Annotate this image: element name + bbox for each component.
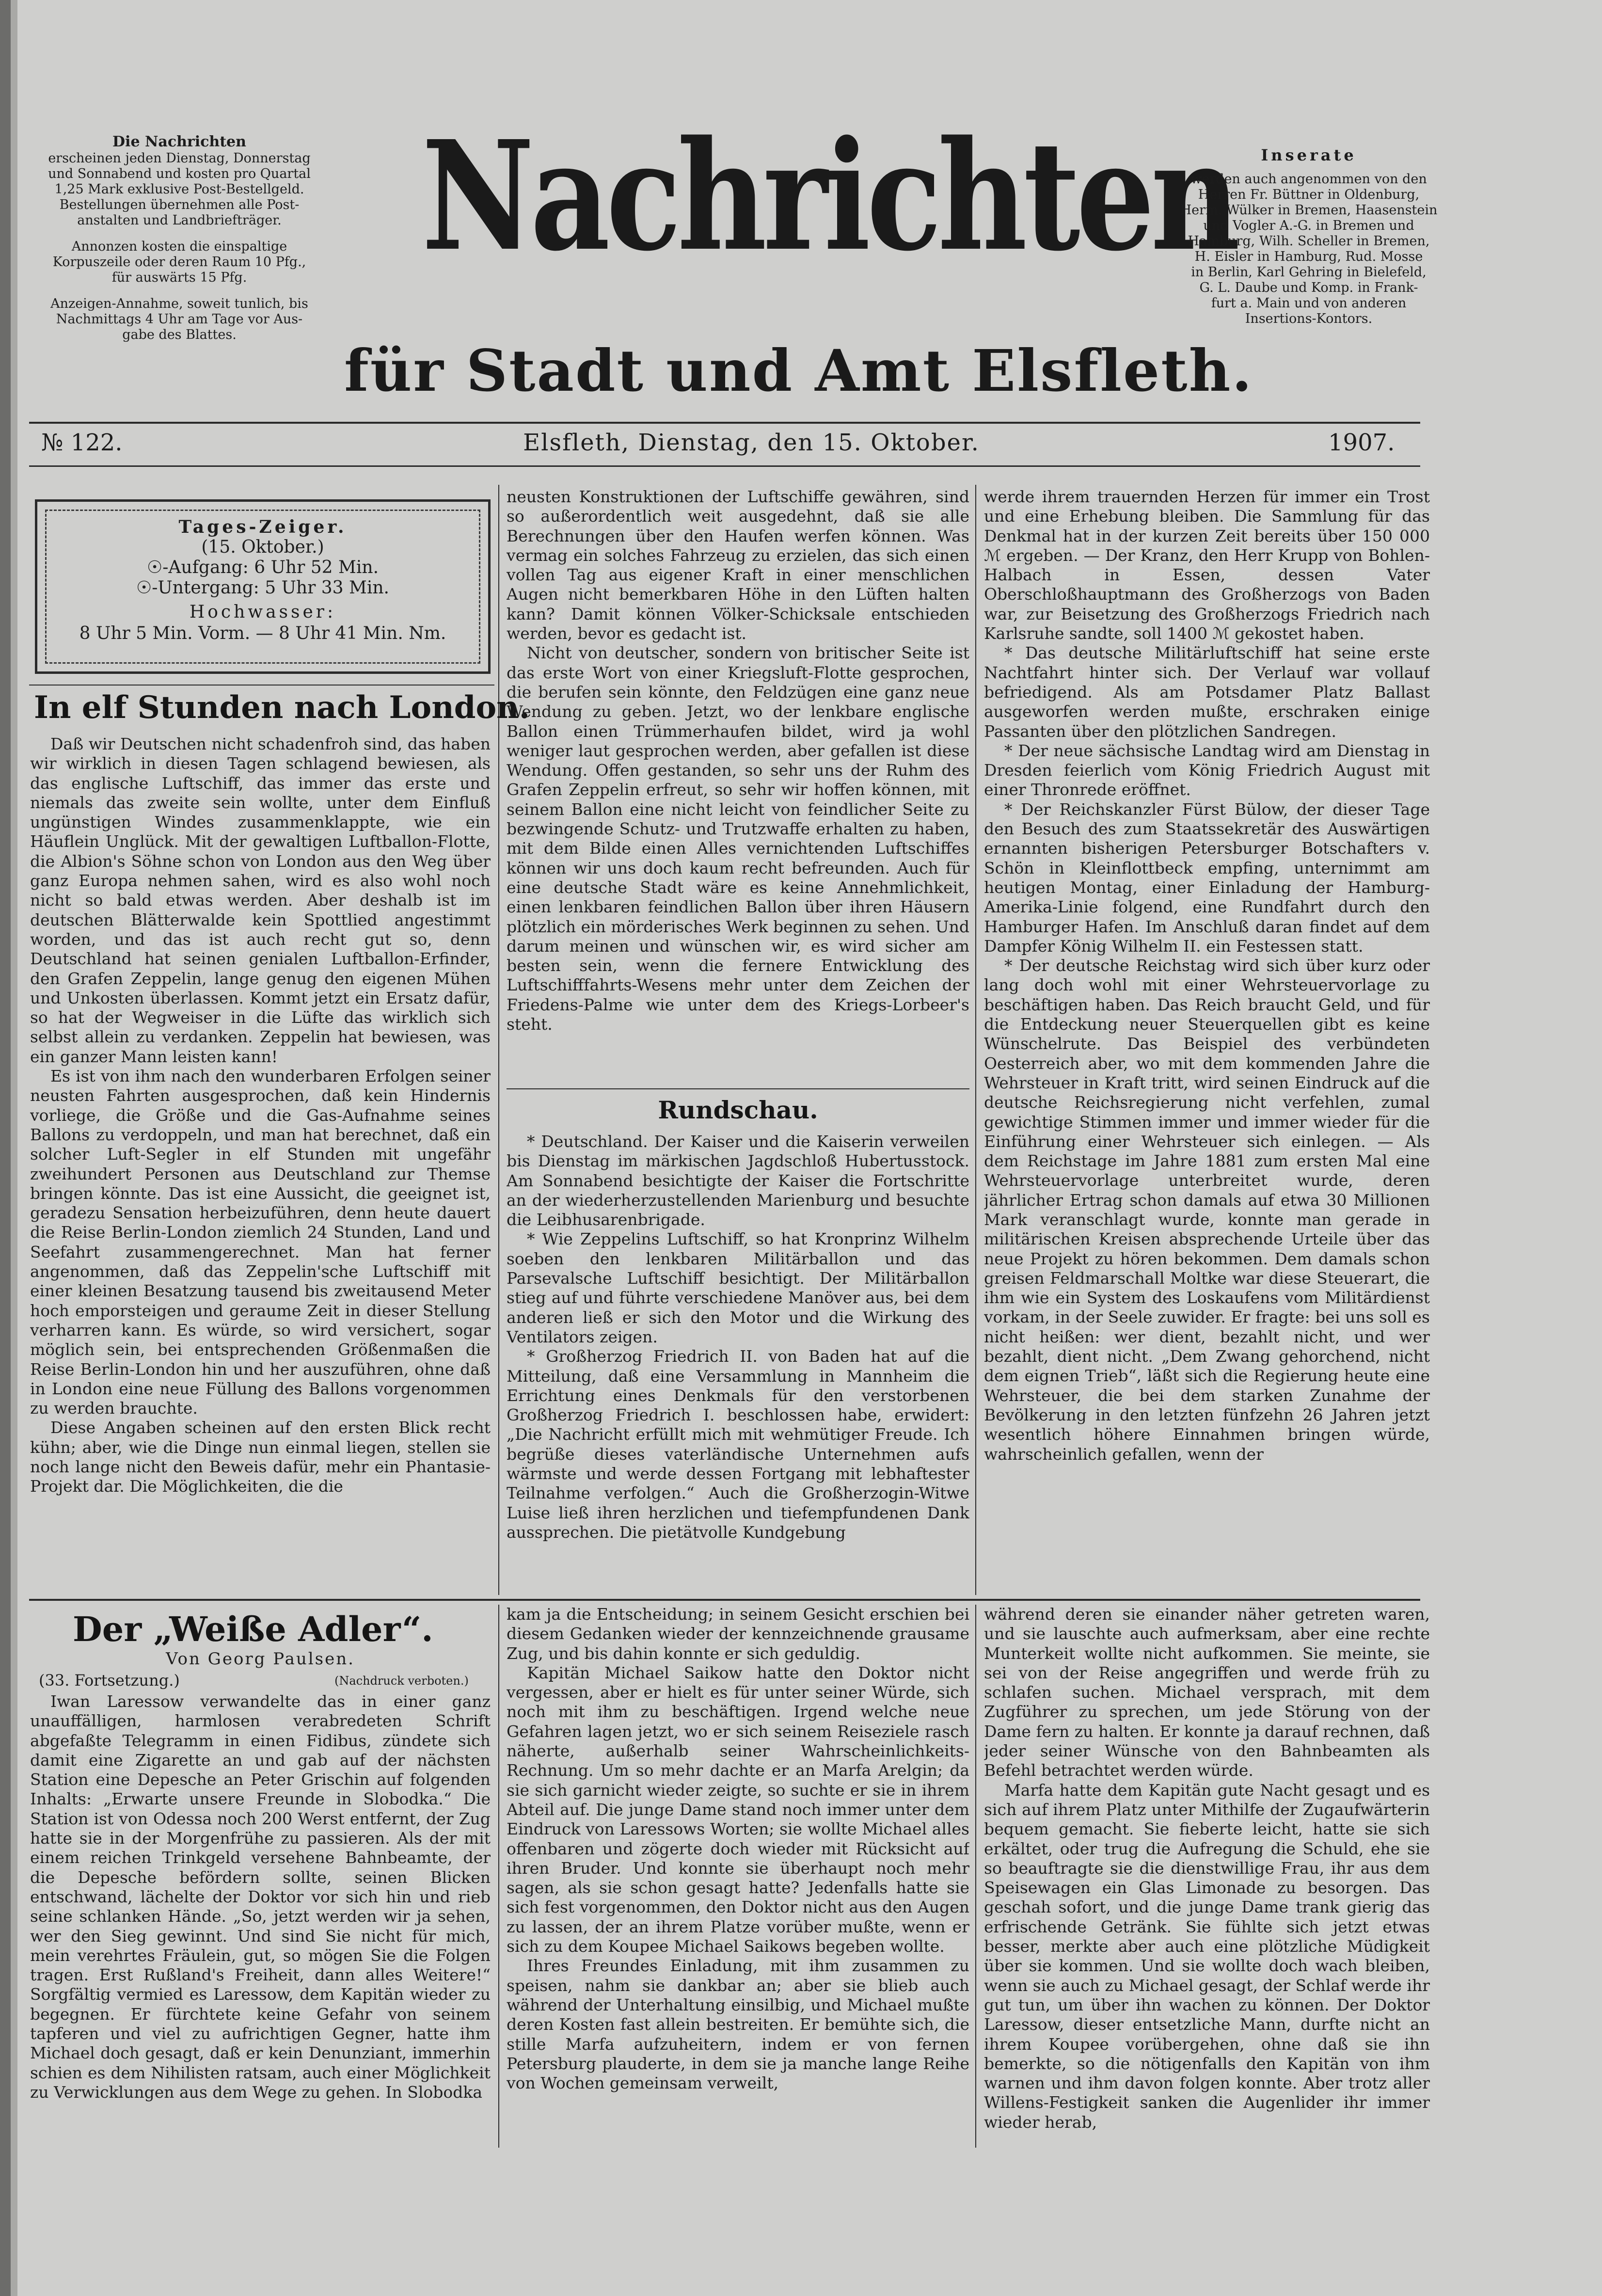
column-rule [975, 1605, 976, 2148]
page-binding-edge [0, 0, 11, 2296]
article-paragraph: neusten Konstruktionen der Luftschiffe gewähren, sind so außerordentlich weit ausgedehnt, daß sie alle Berechnungen über den Haufen werfen können. Was vermag ein solches Fahrzeug zu erzielen, das sich einen vollen Tag aus eigener Kraft in einer menschlichen Augen nicht bemerkbaren Höhe in den Lüften halten kann? Damit können Völker-Schicksale entschieden werden, bevor es gedacht ist. [507, 487, 969, 643]
annonzen-line: Korpuszeile oder deren Raum 10 Pfg., [52, 255, 306, 270]
story-paragraph: kam ja die Entscheidung; in seinem Gesicht erschien bei diesem Gedanken wieder der kennzeichnende grausame Zug, und bis dahin konnte er sich geduldig. [507, 1605, 969, 1663]
subscription-line: erscheinen jeden Dienstag, Donnerstag [48, 151, 311, 166]
article-paragraph: Diese Angaben scheinen auf den ersten Blick recht kühn; aber, wie die Dinge nun einmal liegen, stellen sie noch lange nicht den Beweis dafür, mehr ein Phantasie-Projekt dar. Die Möglichkeiten, die die [30, 1418, 491, 1496]
inserate-line: und Vogler A.-G. in Bremen und [1203, 218, 1414, 233]
story-paragraph: während deren sie einander näher getreten waren, und sie lauschte auch aufmerksam, aber eine rechte Munterkeit wollte nicht aufkommen. Sie meinte, sie sei von der Reise angegriffen und werde früh zu schlafen suchen. Michael versprach, mit dem Zugführer zu sprechen, um jede Störung von der Dame fern zu halten. Er konnte ja darauf rechnen, daß jeder seiner Wünsche von den Bahnbeamten als Befehl betrachtet werden würde. [984, 1605, 1430, 1780]
inserate-line: furt a. Main und von anderen [1211, 296, 1407, 311]
annonzen-line: für auswärts 15 Pfg. [111, 270, 247, 285]
article-paragraph: Es ist von ihm nach den wunderbaren Erfolgen seiner neusten Fahrten ausgesprochen, daß kein Hindernis vorliege, die Größe und die Gas-Aufnahme seines Ballons zu verdoppeln, und man hat berechnet, daß ein solcher Luft-Segler in elf Stunden mit ungefähr zweihundert Personen aus Deutschland zur Themse bringen könnte. Das ist eine Aussicht, die geeignet ist, geradezu Sensation herbeizuführen, denn heute dauert die Reise Berlin-London ziemlich 24 Stunden, Land und Seefahrt zusammengerechnet. Man hat ferner angenommen, daß das Zeppelin'sche Luftschiff mit einer kleinen Besatzung tausend bis zweitausend Meter hoch emporsteigen und geraume Zeit in dieser Stellung verharren kann. Es würde, so wird versichert, sogar möglich sein, bei entsprechenden Größenmaßen die Reise Berlin-London hin und her auszuführen, ohne daß in London eine neue Füllung des Ballons vorgenommen zu werden brauchte. [30, 1067, 491, 1418]
news-item: * Der Reichskanzler Fürst Bülow, der dieser Tage den Besuch des zum Staatssekretär des Auswärtigen ernannten bisherigen Petersburger Botschafters v. Schön in Kleinflottbeck empfing, unternimmt am heutigen Montag, einer Einladung der Hamburg-Amerika-Linie folgend, eine Rundfahrt durch den Hamburger Hafen. Im Anschluß daran findet auf dem Dampfer König Wilhelm II. ein Festessen statt. [984, 799, 1430, 956]
inserate-line: H. Eisler in Hamburg, Rud. Mosse [1194, 249, 1423, 264]
news-item: werde ihrem trauernden Herzen für immer ein Trost und eine Erhebung bleiben. Die Sammlung für das Denkmal hat in der kurzen Zeit bereits über 150 000 ℳ ergeben. — Der Kranz, den Herr Krupp von Bohlen-Halbach in Essen, dessen Vater Oberschloßhauptmann des Großherzogs von Baden war, zur Beisetzung des Großherzogs Friedrich nach Karlsruhe sandte, soll 1400 ℳ gekostet haben. [984, 487, 1430, 643]
feuilleton-byline: Von Georg Paulsen. [166, 1649, 355, 1669]
tageszeiger-sunset: ☉-Untergang: 5 Uhr 33 Min. [136, 578, 390, 598]
annonzen-line: Annonzen kosten die einspaltige [71, 239, 287, 254]
issue-year: 1907. [1328, 429, 1395, 456]
feuilleton-column-3 [984, 1605, 1430, 2148]
annahme-line: Anzeigen-Annahme, soweit tunlich, bis [50, 296, 308, 311]
news-item: * Wie Zeppelins Luftschiff, so hat Kronprinz Wilhelm soeben den lenkbaren Militärballon und das Parsevalsche Luftschiff besichtigt. Der Militärballon stieg auf und führte verschiedene Manöver aus, bei dem anderen ließ er sich den Motor und die Wirkung des Ventilators zeigen. [507, 1229, 969, 1346]
inserate-line: werden auch angenommen von den [1190, 172, 1427, 187]
headline-rule [29, 685, 494, 686]
masthead-right-info [1163, 145, 1454, 327]
story-paragraph: Kapitän Michael Saikow hatte den Doktor nicht vergessen, aber er hielt es für unter seiner Würde, sich noch mit ihm zu beschäftigen. Irgend welche neue Gefahren lagen jetzt, wo er sich seinem Reiseziele rasch näherte, außerhalb seiner Wahrscheinlichkeits-Rechnung. Um so mehr dachte er an Marfa Arelgin; da sie sich garnicht wieder zeigte, so suchte er sie in ihrem Abteil auf. Die junge Dame stand noch immer unter dem Eindruck von Laressows Worten; sie wollte Michael alles offenbaren und zögerte doch wieder mit Rücksicht auf ihren Bruder. Und konnte sie überhaupt noch mehr sagen, als sie schon gesagt hatte? Jedenfalls hatte sie sich fest vorgenommen, den Doktor nicht aus den Augen zu lassen, der an ihrem Platze vorüber mußte, wenn er sich zu dem Koupee Michael Saikows begeben wollte. [507, 1663, 969, 1956]
feuilleton-column-1 [30, 1692, 491, 2148]
inserate-line: Herm. Wülker in Bremen, Haasenstein [1180, 203, 1438, 218]
masthead-rule-top [29, 422, 1420, 424]
inserate-line: G. L. Daube und Komp. in Frank- [1199, 280, 1418, 295]
story-paragraph: Iwan Laressow verwandelte das in einer ganz unauffälligen, harmlosen verabredeten Schrift abgefaßte Telegramm in einen Fidibus, zündete sich damit eine Zigarette an und gab auf der nächsten Station eine Depesche an Peter Grischin auf folgenden Inhalts: „Erwarte unsere Freunde in Slobodka.“ Die Station ist von Odessa noch 200 Werst entfernt, der Zug hatte sie in der Morgenfrühe zu passieren. Als der mit einem reichen Trinkgeld versehene Bahnbeamte, der die Depesche befördern sollte, seinen Blicken entschwand, lächelte der Doktor vor sich hin und rieb seine schlanken Hände. „So, jetzt werden wir ja sehen, wer den Sieg gewinnt. Und sind Sie nicht für mich, mein verehrtes Fräulein, gut, so mögen Sie die Folgen tragen. Erst Rußland's Freiheit, dann alles Weitere!“ Sorgfältig vermied es Laressow, dem Kapitän wieder zu begegnen. Er fürchtete keine Gefahr von seinem tapferen und viel zu aufrichtigen Gegner, hatte ihm Michael doch gesagt, daß er kein Denunziant, immerhin schien es dem Nihilisten ratsam, auch einer Möglichkeit zu Verwicklungen aus dem Wege zu gehen. In Slobodka [30, 1692, 491, 2102]
tageszeiger-box [35, 499, 491, 674]
subscription-line: Bestellungen übernehmen alle Post- [59, 197, 300, 212]
annahme-line: Nachmittags 4 Uhr am Tage vor Aus- [56, 312, 303, 327]
story-paragraph: Ihres Freundes Einladung, mit ihm zusammen zu speisen, nahm sie dankbar an; aber sie blieb auch während der Unterhaltung einsilbig, und Michael mußte deren Kosten fast allein bestreiten. Er bemühte sich, die stille Marfa aufzuheitern, indem er von fernen Petersburg plauderte, in dem sie ja manche lange Reihe von Wochen gemeinsam verweilt, [507, 1956, 969, 2093]
news-item: * Das deutsche Militärluftschiff hat seine erste Nachtfahrt hinter sich. Der Verlauf war vollauf befriedigend. Als am Potsdamer Platz Ballast ausgeworfen werden mußte, erschraken einige Passanten über den plötzlichen Sandregen. [984, 643, 1430, 741]
tageszeiger-hochwasser: 8 Uhr 5 Min. Vorm. — 8 Uhr 41 Min. Nm. [79, 623, 446, 643]
newspaper-title: Nachrichten [422, 108, 1237, 285]
subscription-line: 1,25 Mark exklusive Post-Bestellgeld. [54, 182, 304, 197]
subscription-line: anstalten und Landbriefträger. [77, 213, 282, 228]
feuilleton-headline: Der „Weiße Adler“. [73, 1609, 433, 1649]
masthead-rule-bottom [29, 465, 1420, 467]
newspaper-subtitle: für Stadt und Amt Elsfleth. [344, 337, 1253, 404]
section-rule [507, 1088, 969, 1089]
feuilleton-rule [29, 1599, 1420, 1601]
inserate-line: Insertions-Kontors. [1245, 311, 1373, 326]
news-item: * Großherzog Friedrich II. von Baden hat auf die Mitteilung, daß eine Versammlung in Mannheim die Errichtung eines Denkmals für den verstorbenen Großherzog Friedrich I. beschlossen habe, erwidert: „Die Nachricht erfüllt mich mit wehmütiger Freude. Ich begrüße dieses vaterländische Unternehmen aufs wärmste und werde dessen Fortgang mit lebhaftester Teilnahme verfolgen.“ Auch die Großherzogin-Witwe Luise ließ ihren herzlichen und tiefempfundenen Dank aussprechen. Die pietätvolle Kundgebung [507, 1347, 969, 1542]
news-item: * Der neue sächsische Landtag wird am Dienstag in Dresden feierlich vom König Friedrich August mit einer Thronrede eröffnet. [984, 741, 1430, 799]
column-rule [498, 1605, 499, 2148]
subscription-line: und Sonnabend und kosten pro Quartal [48, 166, 311, 181]
article-paragraph: Nicht von deutscher, sondern von britischer Seite ist das erste Wort von einer Kriegsluft-Flotte gesprochen, die berufen sein könnte, den Feldzügen eine ganz neue Wendung zu geben. Jetzt, wo der lenkbare englische Ballon einen Trümmerhaufen bildet, wird ja wohl weniger laut gesprochen werden, aber gefallen ist diese Wendung. Offen gestanden, so sehr uns der Ruhm des Grafen Zeppelin erfreut, so sehr wir hoffen können, mit seinem Ballon eine nicht leicht von feindlicher Seite zu bezwingende Schutz- und Trutzwaffe erhalten zu haben, mit dem Bilde einen Alles vernichtenden Luftschiffes können wir uns doch kaum recht befreunden. Auch für eine deutsche Stadt wäre es keine Annehmlichkeit, einen lenkbaren feindlichen Ballon über ihren Häusern plötzlich ein mörderisches Werk beginnen zu sehen. Und darum meinen und wünschen wir, es wird sicher am besten sein, wenn die fernere Entwicklung des Luftschifffahrts-Wesens mehr unter dem Zeichen der Friedens-Palme wie unter dem des Kriegs-Lorbeer's steht. [507, 643, 969, 1034]
article-paragraph: Daß wir Deutschen nicht schadenfroh sind, das haben wir wirklich in diesen Tagen schlagend bewiesen, als das englische Luftschiff, das immer das erste und niemals das zweite sein wollte, unter dem Einfluß ungünstigen Windes zusammenklappte, wie ein Häuflein Unglück. Mit der gewaltigen Luftballon-Flotte, die Albion's Söhne schon von London aus den Weg über ganz Europa nehmen sahen, wird es also wohl noch nicht so bald etwas werden. Aber deshalb ist im deutschen Blätterwalde kein Spottlied angestimmt worden, und das ist auch recht gut so, denn Deutschland hat seinen genialen Luftballon-Erfinder, den Grafen Zeppelin, lange genug den eigenen Mühen und Unkosten überlassen. Kommt jetzt ein Ersatz dafür, so hat der Wegweiser in die Lüfte das wirklich sich selbst allein zu verdanken. Zeppelin hat bewiesen, was ein ganzer Mann leisten kann! [30, 734, 491, 1066]
article-column-2 [507, 487, 969, 1088]
inserate-line: in Berlin, Karl Gehring in Bielefeld, [1191, 265, 1427, 280]
story-paragraph: Marfa hatte dem Kapitän gute Nacht gesagt und es sich auf ihrem Platz unter Mithilfe der Zugaufwärterin bequem gemacht. Sie fieberte leicht, hatte sie sich erkältet, oder trug die Aufregung die Schuld, ehe sie so beauftragte sie die dienstwillige Frau, ihr aus dem Speisewagen ein Glas Limonade zu besorgen. Das geschah sofort, und die junge Dame trank gierig das erfrischende Getränk. Sie fühlte sich jetzt etwas besser, merkte aber auch eine plötzliche Müdigkeit über sie kommen. Und sie wollte doch wach bleiben, wenn sie auch zu Michael gesagt, der Schlaf werde ihr gut tun, um über ihn wachen zu können. Der Doktor Laressow, dieser entsetzliche Mann, durfte nicht an ihrem Koupee vorübergehen, ohne daß sie ihn bemerkte, so die nötigenfalls den Kapitän von ihm warnen und ihm davon folgen konnte. Aber trotz aller Willens-Festigkeit sanken die Augenlider ihr immer wieder herab, [984, 1780, 1430, 2132]
dateline: Elsfleth, Dienstag, den 15. Oktober. [523, 429, 980, 456]
inserate-title: Inserate [1261, 146, 1357, 164]
column-rule [498, 485, 499, 1595]
inserate-line: Herren Fr. Büttner in Oldenburg, [1198, 187, 1420, 202]
column-rule [975, 485, 976, 1595]
feuilleton-column-2 [507, 1605, 969, 2148]
rundschau-column-3 [984, 487, 1430, 1593]
tageszeiger-date: (15. Oktober.) [201, 537, 324, 557]
masthead-left-info [24, 133, 334, 343]
tageszeiger-sunrise: ☉-Aufgang: 6 Uhr 52 Min. [146, 558, 379, 577]
page-edge-strip [11, 0, 17, 2296]
news-item: * Deutschland. Der Kaiser und die Kaiserin verweilen bis Dienstag im märkischen Jagdschloß Hubertusstock. Am Sonnabend besichtigte der Kaiser die Fortschritte an der wiederherzustellenden Marienburg und besuchte die Leibhusarenbrigade. [507, 1132, 969, 1229]
news-item: * Der deutsche Reichstag wird sich über kurz oder lang doch wohl mit einer Wehrsteuervorlage zu beschäftigen haben. Das Reich braucht Geld, und für die Entdeckung neuer Steuerquellen gibt es keine Wünschelrute. Das Beispiel des verbündeten Oesterreich aber, wo mit dem kommenden Jahre die Wehrsteuer in Kraft tritt, wird seinen Eindruck auf die deutsche Reichsregierung nicht verfehlen, zumal gewichtige Stimmen immer und immer wieder für die Einführung einer Wehrsteuer sich einlegen. — Als dem Reichstage im Jahre 1881 zum ersten Mal eine Wehrsteuervorlage unterbreitet wurde, deren jährlicher Ertrag schon damals auf etwa 30 Millionen Mark veranschlagt wurde, konnte man gerade in militärischen Kreisen absprechende Urteile über das neue Projekt zu hören bekommen. Dem damals schon greisen Feldmarschall Moltke war diese Steuerart, die ihm wie ein System des Loskaufens vom Militärdienst vorkam, in der Seele zuwider. Er fragte: bei uns soll es nicht heißen: wer dient, bezahlt nicht, und wer bezahlt, dient nicht. „Dem Zwang gehorchend, nicht dem eignen Trieb“, läßt sich die Regierung heute eine Wehrsteuer, die bei dem starken Zunahme der Bevölkerung in den letzten fünfzehn 26 Jahren jetzt wesentlich höhere Einnahmen bringen würde, wahrscheinlich gefallen, wenn der [984, 956, 1430, 1464]
article-column-1 [30, 734, 491, 1593]
issue-number: № 122. [41, 429, 123, 456]
rundschau-headline: Rundschau. [658, 1096, 818, 1124]
inserate-line: Hamburg, Wilh. Scheller in Bremen, [1188, 234, 1430, 249]
feuilleton-installment: (33. Fortsetzung.) [39, 1671, 180, 1690]
annahme-line: gabe des Blattes. [122, 327, 237, 342]
tageszeiger-title: Tages-Zeiger. [178, 517, 347, 537]
article-headline: In elf Stunden nach London. [34, 689, 530, 726]
feuilleton-notice: (Nachdruck verboten.) [334, 1674, 469, 1688]
rundschau-column-2 [507, 1132, 969, 1593]
subscription-title: Die Nachrichten [112, 133, 246, 150]
tageszeiger-hochwasser-label: Hochwasser: [189, 602, 336, 622]
